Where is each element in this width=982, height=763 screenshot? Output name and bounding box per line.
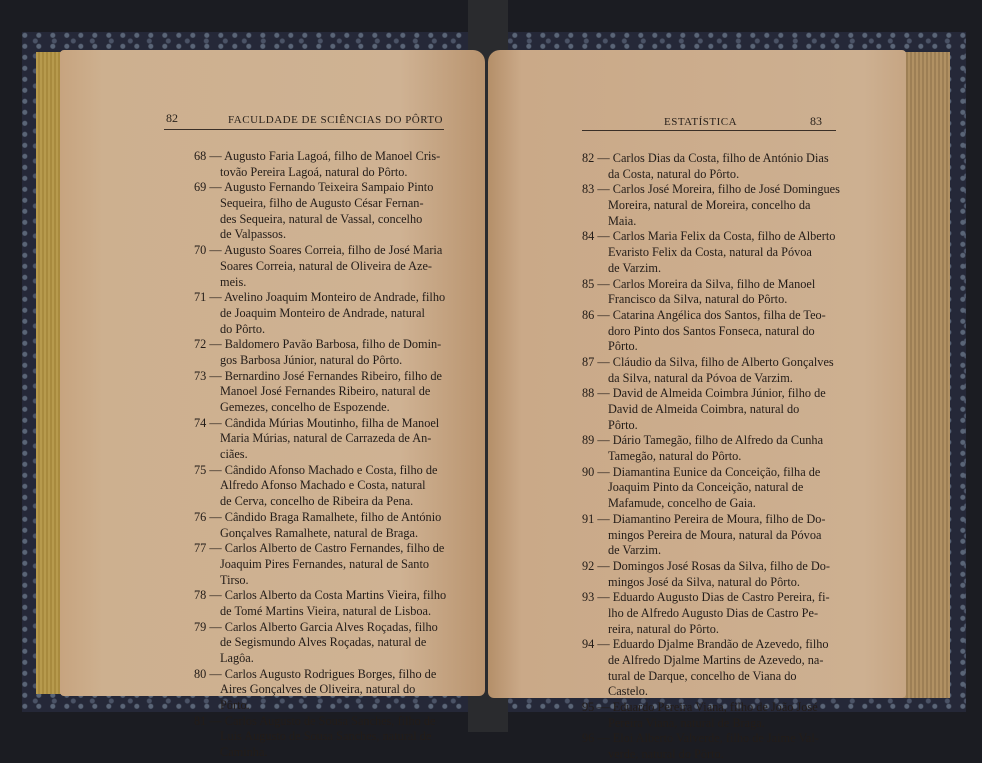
- text-line: 74 — Cândida Múrias Moutinho, filha de Manoel: [194, 415, 440, 430]
- text-line: Evaristo Felix da Costa, natural da Póvoa: [608, 245, 812, 260]
- text-line: 94 — Eduardo Djalme Brandão de Azevedo, filho: [582, 637, 829, 652]
- text-line: doro Pinto dos Santos Fonseca, natural do: [608, 323, 815, 338]
- text-line: 85 — Carlos Moreira da Silva, filho de Manoel: [582, 276, 816, 291]
- text-line: lho de Alfredo Augusto Dias de Castro Pe-: [608, 605, 819, 620]
- text-line: de Joaquim Monteiro de Andrade, natural: [220, 305, 425, 320]
- text-line: de Tomé Martins Vieira, natural de Lisboa.: [220, 603, 432, 618]
- text-line: Gonçalves Ramalhete, natural de Braga.: [220, 525, 419, 540]
- text-line: Manoel José Fernandes Ribeiro, natural de: [220, 384, 431, 399]
- text-line: reira, natural do Pôrto.: [608, 621, 719, 636]
- text-line: David de Almeida Coimbra, natural do: [608, 402, 800, 416]
- text-line: Lagôa.: [220, 651, 254, 665]
- text-line: Mafamude, concelho de Gaia.: [608, 496, 756, 511]
- text-line: 88 — David de Almeida Coimbra Júnior, filho de: [582, 386, 826, 401]
- text-line: meis.: [220, 274, 247, 289]
- text-line: de Segismundo Alves Roçadas, natural de: [220, 635, 427, 650]
- text-line: do Pôrto.: [220, 321, 266, 336]
- text-line: de Cerva, concelho de Ribeira da Pena.: [220, 494, 414, 509]
- left-header-rule: [164, 129, 444, 130]
- text-line: Francisco da Silva, natural do Pôrto.: [608, 292, 788, 307]
- text-line: 69 — Augusto Fernando Teixeira Sampaio Pinto: [194, 180, 434, 195]
- text-line: Pôrto.: [220, 698, 250, 713]
- text-line: Maria Múrias, natural de Carrazeda de An-: [220, 431, 432, 446]
- left-entry-list: [194, 149, 484, 761]
- text-line: Pôrto.: [608, 339, 638, 354]
- right-header-rule: [582, 130, 836, 131]
- text-line: 84 — Carlos Maria Felix da Costa, filho de Alberto: [582, 229, 836, 244]
- text-line: da Silva, natural da Póvoa de Varzim.: [608, 370, 793, 385]
- text-line: 73 — Bernardino José Fernandes Ribeiro, filho de: [194, 368, 442, 383]
- left-page: [60, 50, 485, 760]
- text-line: 87 — Cláudio da Silva, filho de Alberto Gonçalves: [582, 354, 834, 369]
- left-page-number: 82: [166, 111, 178, 125]
- text-line: gos Barbosa Júnior, natural do Pôrto.: [220, 352, 403, 367]
- text-line: des Sequeira, natural de Vassal, concelho: [220, 211, 423, 226]
- text-line: Sequeira, filho de Augusto César Fernan-: [220, 196, 424, 211]
- text-line: Maia.: [608, 213, 637, 228]
- right-page-edge: [900, 52, 950, 698]
- text-line: verde, natural do Pôrto.: [608, 747, 724, 762]
- text-line: da Costa, natural do Pôrto.: [608, 166, 740, 181]
- text-line: de Valpassos.: [220, 227, 287, 242]
- text-line: Caminha.: [220, 745, 268, 760]
- text-line: 72 — Baldomero Pavão Barbosa, filho de Domin-: [194, 337, 442, 352]
- text-line: 78 — Carlos Alberto da Costa Martins Vieira, filho: [194, 588, 447, 603]
- text-line: de Varzim.: [608, 260, 662, 275]
- text-line: tovão Pereira Lagoá, natural do Pôrto.: [220, 164, 408, 179]
- text-line: Joaquim Pinto da Conceição, natural de: [608, 480, 804, 495]
- text-line: Tamegão, natural do Pôrto.: [608, 449, 742, 464]
- text-line: Castelo.: [608, 684, 648, 699]
- text-line: 96 — Eloi Alberto Valverde, filho de Jaime Val-: [582, 731, 819, 746]
- text-line: Moreira, natural de Moreira, concelho da: [608, 198, 811, 213]
- text-line: 75 — Cândido Afonso Machado e Costa, filho de: [194, 462, 438, 477]
- text-line: mingos José da Silva, natural do Pôrto.: [608, 574, 800, 589]
- right-page-number: 83: [810, 114, 822, 128]
- text-line: de Varzim.: [608, 543, 662, 558]
- text-line: 90 — Diamantina Eunice da Conceição, filha de: [582, 464, 821, 479]
- text-line: Joaquim Pires Fernandes, natural de Santo: [220, 556, 430, 571]
- left-running-header: FACULDADE DE SCIÊNCIAS DO PÔRTO: [228, 114, 443, 126]
- text-line: Pereira Viana, natural de Braga.: [608, 715, 765, 730]
- text-line: 68 — Augusto Faria Lagoá, filho de Manoel Cris-: [194, 149, 441, 163]
- text-line: Soares Correia, natural de Oliveira de Aze-: [220, 258, 433, 273]
- text-line: 70 — Augusto Soares Correia, filho de José Maria: [194, 243, 443, 258]
- text-line: Alfredo Afonso Machado e Costa, natural: [220, 478, 426, 493]
- text-line: 79 — Carlos Alberto Garcia Alves Roçadas, filho: [194, 619, 438, 634]
- text-line: 91 — Diamantino Pereira de Moura, filho de Do-: [582, 511, 826, 526]
- text-line: Pôrto.: [608, 417, 638, 432]
- text-line: Gemezes, concelho de Espozende.: [220, 400, 390, 414]
- right-entry-list: [582, 151, 842, 763]
- text-line: 95 — Eduardo Pereira Viana, filho de João José: [582, 700, 818, 715]
- text-line: 80 — Carlos Augusto Rodrigues Borges, filho de: [194, 666, 437, 681]
- text-line: 83 — Carlos José Moreira, filho de José Domingues: [582, 182, 840, 197]
- text-line: tural de Darque, concelho de Viana do: [608, 668, 797, 683]
- text-line: 89 — Dário Tamegão, filho de Alfredo da Cunha: [582, 433, 824, 448]
- text-line: Aires Gonçalves de Oliveira, natural do: [220, 682, 416, 697]
- text-line: Tirso.: [220, 572, 249, 587]
- right-page: [488, 50, 906, 762]
- text-line: Luis Augusto de Sousa Sanches, natural de: [220, 729, 432, 744]
- text-line: 77 — Carlos Alberto de Castro Fernandes, filho de: [194, 541, 445, 556]
- right-running-header: ESTATÍSTICA: [664, 116, 738, 128]
- text-line: 81 — Carlos Augusto de Sousa Sanches, filho de: [194, 713, 436, 728]
- text-line: 93 — Eduardo Augusto Dias de Castro Pereira, fi-: [582, 590, 830, 605]
- text-line: 86 — Catarina Angélica dos Santos, filha de Teo-: [582, 307, 826, 322]
- text-line: 71 — Avelino Joaquim Monteiro de Andrade, filho: [194, 290, 446, 305]
- text-line: ciães.: [220, 447, 248, 462]
- text-line: de Alfredo Djalme Martins de Azevedo, na-: [608, 653, 824, 667]
- text-line: mingos Pereira de Moura, natural da Póvoa: [608, 527, 822, 542]
- text-line: 92 — Domingos José Rosas da Silva, filho de Do-: [582, 558, 830, 573]
- text-line: 82 — Carlos Dias da Costa, filho de António Dias: [582, 151, 829, 165]
- text-line: 76 — Cândido Braga Ramalhete, filho de António: [194, 509, 442, 524]
